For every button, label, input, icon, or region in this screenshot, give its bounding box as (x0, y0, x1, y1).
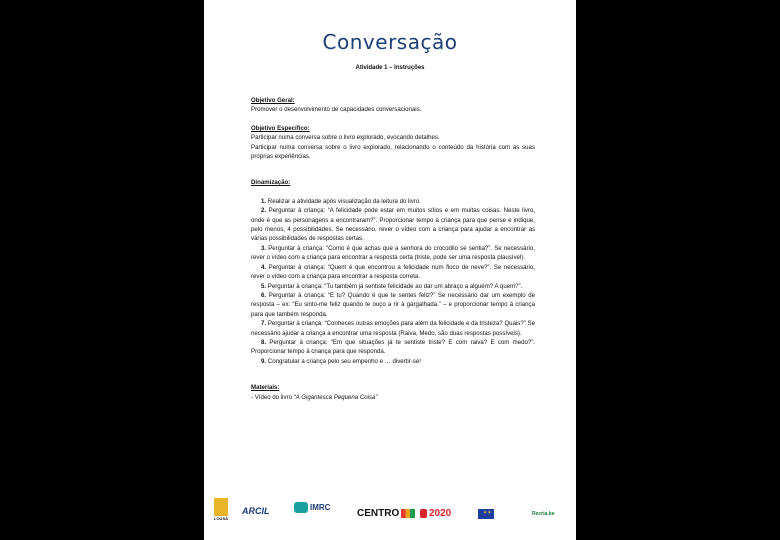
step-number: 7. (261, 320, 267, 328)
step-text: Perguntar à criança: “Tu também já sentiste felicidade ao dar um abraço a alguém? A quem?”. (267, 282, 523, 290)
dinamizacao-step (251, 338, 535, 357)
dinamizacao-step (251, 357, 535, 366)
objetivo-geral-text: Promover o desenvolvimento de capacidades conversacionais. (251, 106, 422, 114)
step-number: 2. (261, 207, 267, 215)
dinamizacao-step (251, 319, 535, 338)
lousa-logo: LOUSÃ (214, 516, 228, 521)
centro-logo: CENTRO (357, 508, 400, 519)
step-text: Perguntar à criança: “A felicidade pode estar em muitos sítios e em muitas coisas. Neste livro, onde é que as personagens a encontraram?”. Proporcionar tempo à criança para que pense e indique, pelo menos, 4 possibilidades. Se necessário, rever o vídeo com a criança para ajudar a encontrar as várias possibilidades de respostas certas. (251, 207, 535, 243)
dinamizacao-step (251, 244, 535, 263)
centro-logo-icon (401, 509, 415, 518)
step-number: 3. (261, 244, 267, 252)
dinamizacao-steps (251, 197, 535, 366)
materiais-heading: Materiais: (251, 384, 280, 392)
objetivo-especifico-line2: Participar numa conversa sobre o livro explorado, relacionando o conteúdo da história com as suas próprias experiências. (251, 143, 535, 161)
dinamizacao-heading: Dinamização: (251, 179, 291, 187)
logo-strip (214, 496, 566, 526)
objetivo-especifico-line1: Participar numa conversa sobre o livro explorado, evocando detalhes. (251, 134, 440, 142)
document-body (251, 96, 535, 402)
step-number: 9. (261, 357, 267, 365)
step-text: Perguntar à criança: “Conheces outras emoções para além da felicidade e da tristeza? Quais?” Se necessário ajudar a criança a encontrar uma resposta (Raiva, Medo, são duas respostas possíveis). (251, 320, 535, 337)
step-number: 1. (261, 197, 267, 205)
step-text: Realizar a atividade após visualização da leitura do livro. (267, 197, 421, 205)
dinamizacao-step (251, 206, 535, 244)
step-text: Perguntar à criança: “Quem é que encontrou a felicidade num floco de neve?”. Se necessário, rever o vídeo com a criança para encontrar a resposta correta. (251, 263, 535, 281)
step-number: 5. (261, 282, 267, 290)
arcil-logo: ARCIL (242, 506, 270, 516)
objetivo-geral-heading: Objetivo Geral: (251, 97, 295, 104)
step-text: Congratular a criança pelo seu empenho e … divertir-se! (267, 357, 421, 365)
document-page (204, 0, 576, 540)
materiais-item (251, 393, 535, 402)
materiais-item-title: “A Gigantesca Pequena Coisa” (293, 393, 378, 401)
step-number: 6. (261, 291, 267, 299)
dinamizacao-step (251, 291, 535, 319)
portugal2020-logo-icon (420, 509, 427, 518)
document-title: Conversação (322, 30, 458, 54)
eu-stars-icon: ✶✶ (483, 510, 492, 516)
step-number: 8. (261, 338, 267, 346)
dinamizacao-step (251, 197, 535, 206)
document-subtitle: Atividade 1 – Instruções (355, 65, 425, 71)
recria-logo: Recria.be (532, 511, 555, 517)
cimrc-logo: IMRC (310, 503, 331, 512)
step-text: Perguntar à criança: “Como é que achas que a senhora do crocodilo se sentia?”. Se necessário, rever o vídeo com a criança para encontrar a resposta certa (triste, pode ser uma resposta plausível). (251, 244, 535, 262)
materiais-item-prefix: - Vídeo do livro (251, 393, 294, 401)
dinamizacao-step (251, 263, 535, 282)
objetivo-especifico-heading: Objetivo Específico: (251, 124, 310, 132)
cimrc-logo-icon (294, 502, 308, 513)
portugal2020-logo: 2020 (429, 508, 452, 519)
step-text: Perguntar à criança: “Em que situações já te sentiste triste? E com raiva? E com medo?”. Proporcionar tempo à criança para que responda. (251, 338, 535, 356)
step-text: Perguntar à criança: “E tu? Quando é que te sentes feliz?” Se necessário dar um exemplo de resposta – ex: “Eu sinto-me feliz quando te ouço a rir à gargalhada.” – e proporcionar tempo à criança para que também responda. (251, 291, 535, 318)
lousa-logo-icon (214, 498, 228, 516)
dinamizacao-step (251, 282, 535, 291)
step-number: 4. (261, 263, 267, 271)
